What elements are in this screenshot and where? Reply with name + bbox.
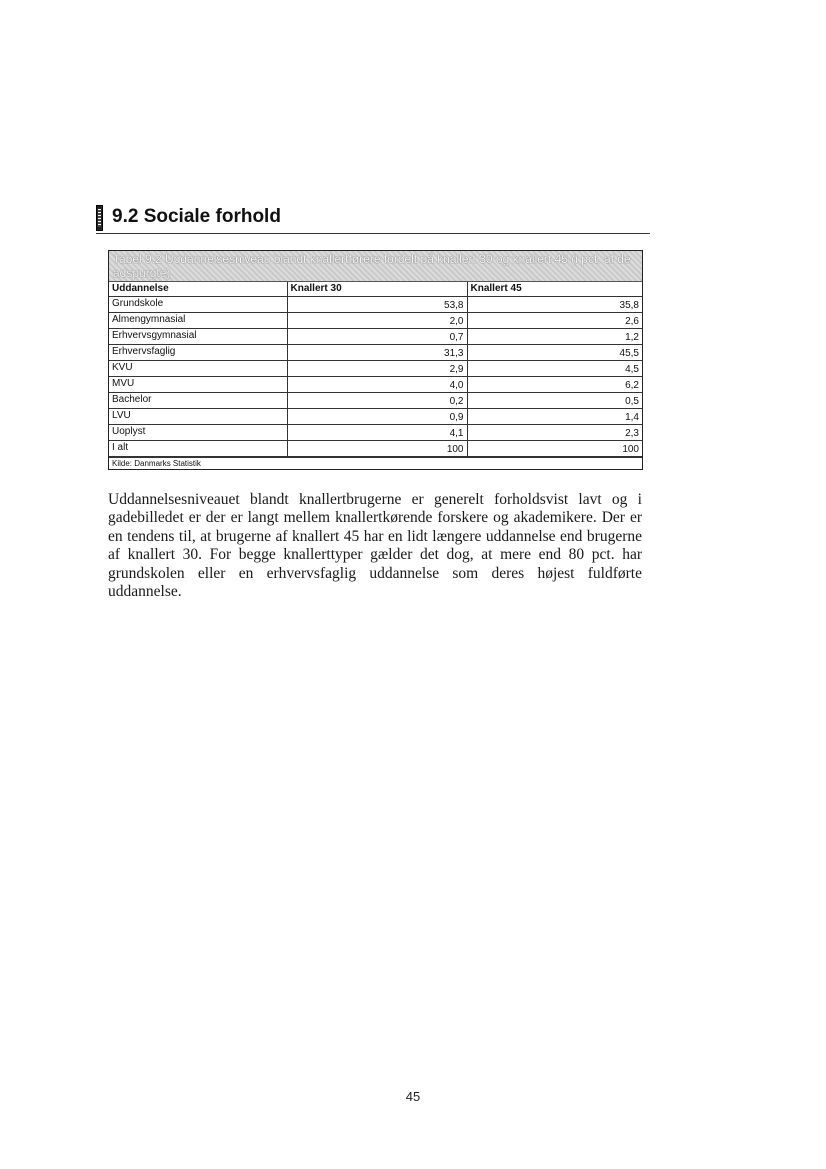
value-knallert-45: 35,8 xyxy=(467,297,642,313)
value-knallert-30: 4,1 xyxy=(287,425,467,441)
row-label: KVU xyxy=(109,361,287,377)
column-header-education: Uddannelse xyxy=(109,282,287,297)
row-label: Bachelor xyxy=(109,393,287,409)
value-knallert-30: 31,3 xyxy=(287,345,467,361)
value-knallert-30: 0,2 xyxy=(287,393,467,409)
value-knallert-30: 4,0 xyxy=(287,377,467,393)
section-heading xyxy=(96,203,650,234)
value-knallert-45: 2,6 xyxy=(467,313,642,329)
row-label: Almengymnasial xyxy=(109,313,287,329)
value-knallert-45: 6,2 xyxy=(467,377,642,393)
row-label: I alt xyxy=(109,441,287,457)
table-row xyxy=(109,377,642,393)
table-row xyxy=(109,409,642,425)
row-label: LVU xyxy=(109,409,287,425)
page-number: 45 xyxy=(405,1089,421,1104)
table-row xyxy=(109,345,642,361)
value-knallert-45: 1,4 xyxy=(467,409,642,425)
row-label: Erhvervsgymnasial xyxy=(109,329,287,345)
value-knallert-45: 1,2 xyxy=(467,329,642,345)
table-row xyxy=(109,361,642,377)
table-caption-text: Tabel 9.2 Uddannelsesniveau blandt knallertførere fordelt på knallert 30 og knallert 45 (i pct. af de adspurgte) xyxy=(113,252,631,280)
row-label: MVU xyxy=(109,377,287,393)
value-knallert-30: 2,9 xyxy=(287,361,467,377)
value-knallert-30: 2,0 xyxy=(287,313,467,329)
table-row xyxy=(109,425,642,441)
table-row xyxy=(109,313,642,329)
education-table-block xyxy=(108,250,643,470)
value-knallert-30: 100 xyxy=(287,441,467,457)
column-header-knallert-45: Knallert 45 xyxy=(467,282,642,297)
table-caption xyxy=(109,251,642,282)
table-row xyxy=(109,297,642,313)
body-paragraph: Uddannelsesniveauet blandt knallertbrugerne er generelt forholdsvist lavt og i gadebilledet er der er langt mellem knallertkørende forskere og akademikere. Der er en tendens til, at brugerne af knallert 45 har en lidt længere uddannelse end brugerne af knallert 30. For begge knallerttyper gælder det dog, at mere end 80 pct. har grundskolen eller en erhvervsfaglig uddannelse som deres højest fuldførte uddannelse. xyxy=(108,491,642,601)
column-header-knallert-30: Knallert 30 xyxy=(287,282,467,297)
education-table xyxy=(109,282,642,457)
section-marker-icon xyxy=(96,205,103,231)
table-header-row xyxy=(109,282,642,297)
value-knallert-45: 0,5 xyxy=(467,393,642,409)
section-title: 9.2 Sociale forhold xyxy=(112,206,281,227)
value-knallert-45: 45,5 xyxy=(467,345,642,361)
value-knallert-45: 4,5 xyxy=(467,361,642,377)
value-knallert-45: 2,3 xyxy=(467,425,642,441)
row-label: Uoplyst xyxy=(109,425,287,441)
table-row xyxy=(109,393,642,409)
value-knallert-30: 0,7 xyxy=(287,329,467,345)
table-row-total xyxy=(109,441,642,457)
row-label: Grundskole xyxy=(109,297,287,313)
value-knallert-30: 0,9 xyxy=(287,409,467,425)
table-source: Kilde: Danmarks Statistik xyxy=(109,457,642,469)
table-row xyxy=(109,329,642,345)
row-label: Erhvervsfaglig xyxy=(109,345,287,361)
value-knallert-30: 53,8 xyxy=(287,297,467,313)
value-knallert-45: 100 xyxy=(467,441,642,457)
